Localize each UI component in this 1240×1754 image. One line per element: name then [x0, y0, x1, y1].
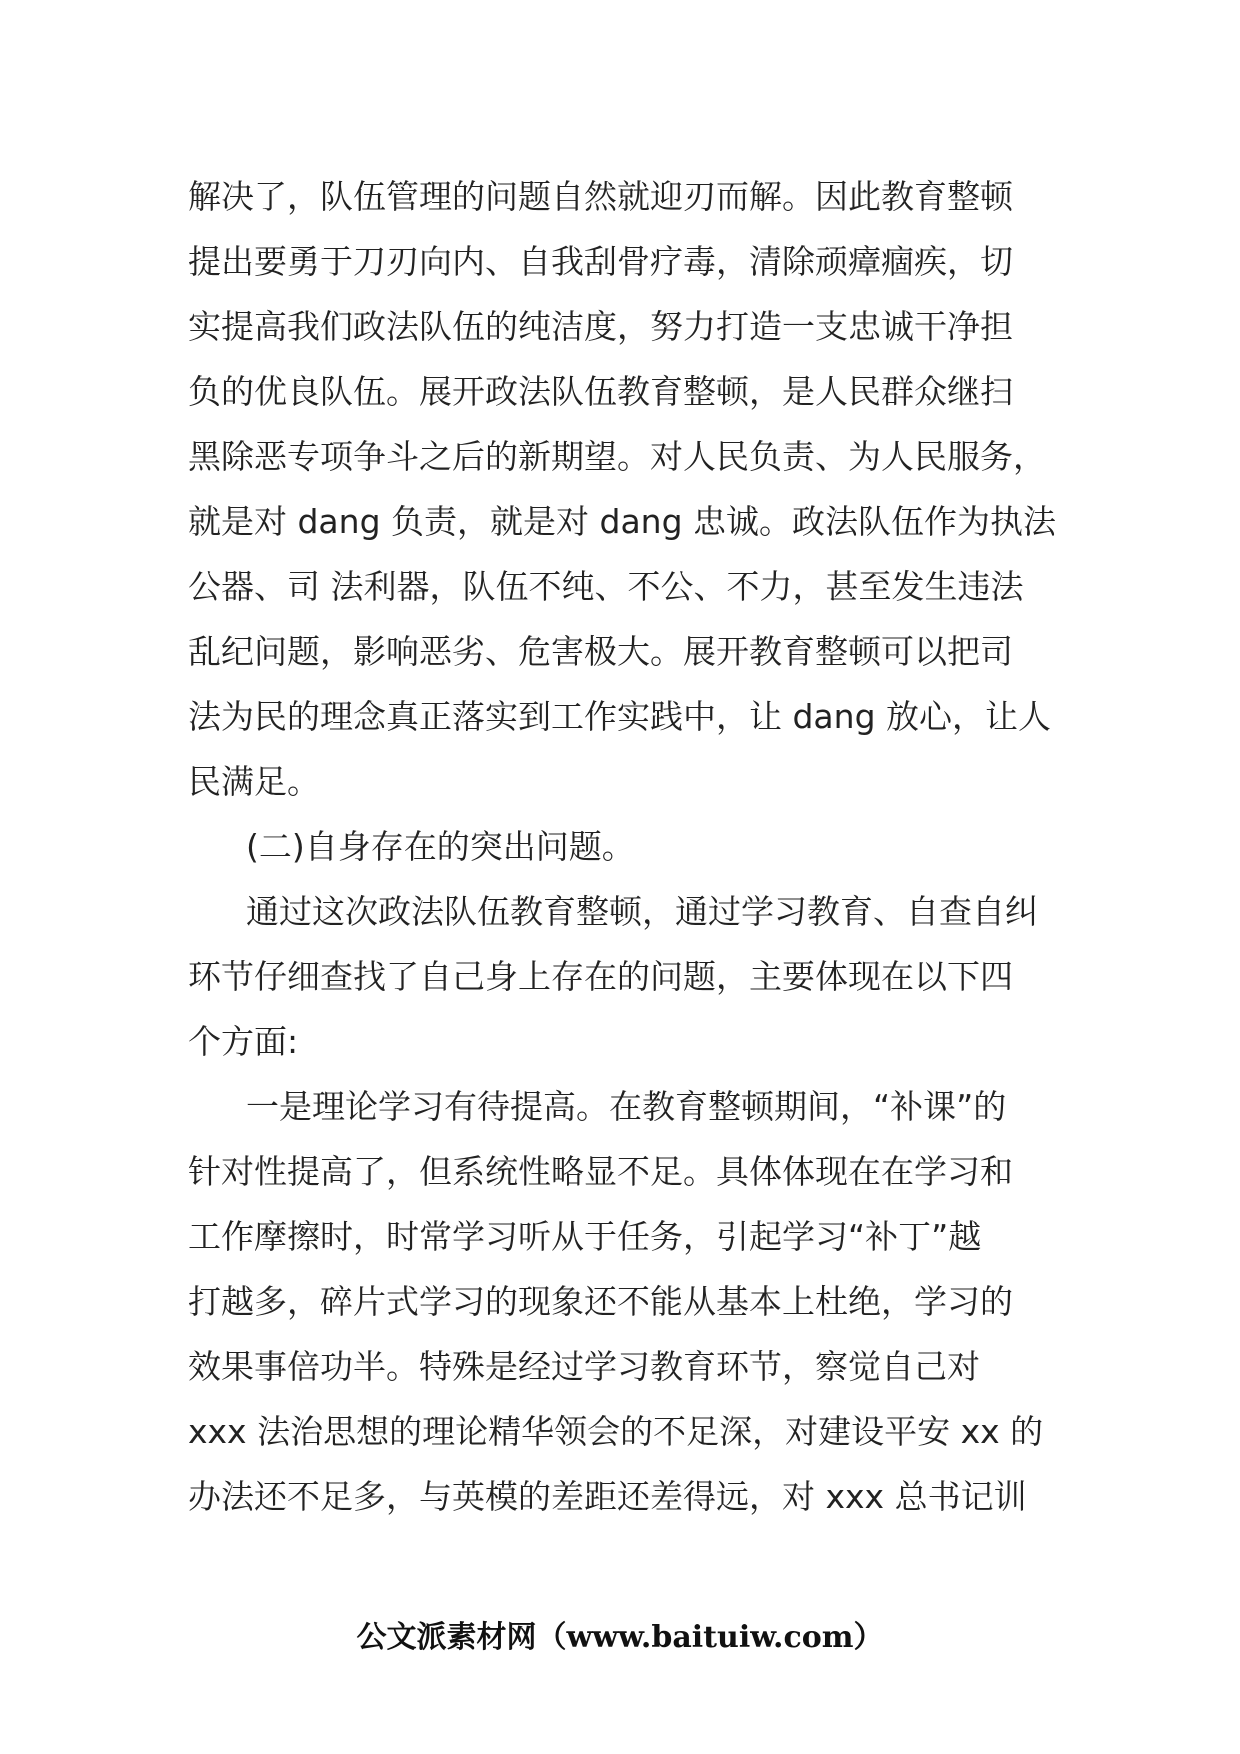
- text-line: 负的优良队伍。展开政法队伍教育整顿，是人民群众继扫: [188, 372, 1013, 411]
- text-line: 乱纪问题，影响恶劣、危害极大。展开教育整顿可以把司: [188, 632, 1013, 671]
- text-line: 实提高我们政法队伍的纯洁度，努力打造一支忠诚干净担: [188, 307, 1013, 346]
- document-body: [188, 164, 1068, 1529]
- text-line: xxx 法治思想的理论精华领会的不足深，对建设平安 xx 的: [188, 1412, 1044, 1451]
- text-line: 解决了，队伍管理的问题自然就迎刃而解。因此教育整顿: [188, 177, 1013, 216]
- text-line: 效果事倍功半。特殊是经过学习教育环节，察觉自己对: [188, 1347, 980, 1386]
- text-line: 办法还不足多，与英模的差距还差得远，对 xxx 总书记训: [188, 1477, 1027, 1516]
- text-line: 环节仔细查找了自己身上存在的问题，主要体现在以下四: [188, 957, 1013, 996]
- text-line: 提出要勇于刀刃向内、自我刮骨疗毒，清除顽瘴痼疾，切: [188, 242, 1013, 281]
- text-line: 个方面:: [188, 1022, 299, 1061]
- text-line: 黑除恶专项争斗之后的新期望。对人民负责、为人民服务，: [188, 437, 1046, 476]
- text-line: 法为民的理念真正落实到工作实践中，让 dang 放心，让人: [188, 697, 1052, 736]
- text-line: 民满足。: [188, 762, 320, 801]
- text-line: 公器、司 法利器，队伍不纯、不公、不力，甚至发生违法: [188, 567, 1024, 606]
- text-line: 工作摩擦时，时常学习听从于任务，引起学习“补丁”越: [188, 1217, 982, 1256]
- text-line: 打越多，碎片式学习的现象还不能从基本上杜绝，学习的: [188, 1282, 1013, 1321]
- section-heading: (二)自身存在的突出问题。: [246, 827, 635, 866]
- text-line: 通过这次政法队伍教育整顿，通过学习教育、自查自纠: [246, 892, 1038, 931]
- text-line: 就是对 dang 负责，就是对 dang 忠诚。政法队伍作为执法: [188, 502, 1057, 541]
- text-line: 针对性提高了，但系统性略显不足。具体体现在在学习和: [188, 1152, 1013, 1191]
- text-line: 一是理论学习有待提高。在教育整顿期间，“补课”的: [246, 1087, 1007, 1126]
- footer-watermark: 公文派素材网（www.baituiw.com）: [356, 1620, 884, 1655]
